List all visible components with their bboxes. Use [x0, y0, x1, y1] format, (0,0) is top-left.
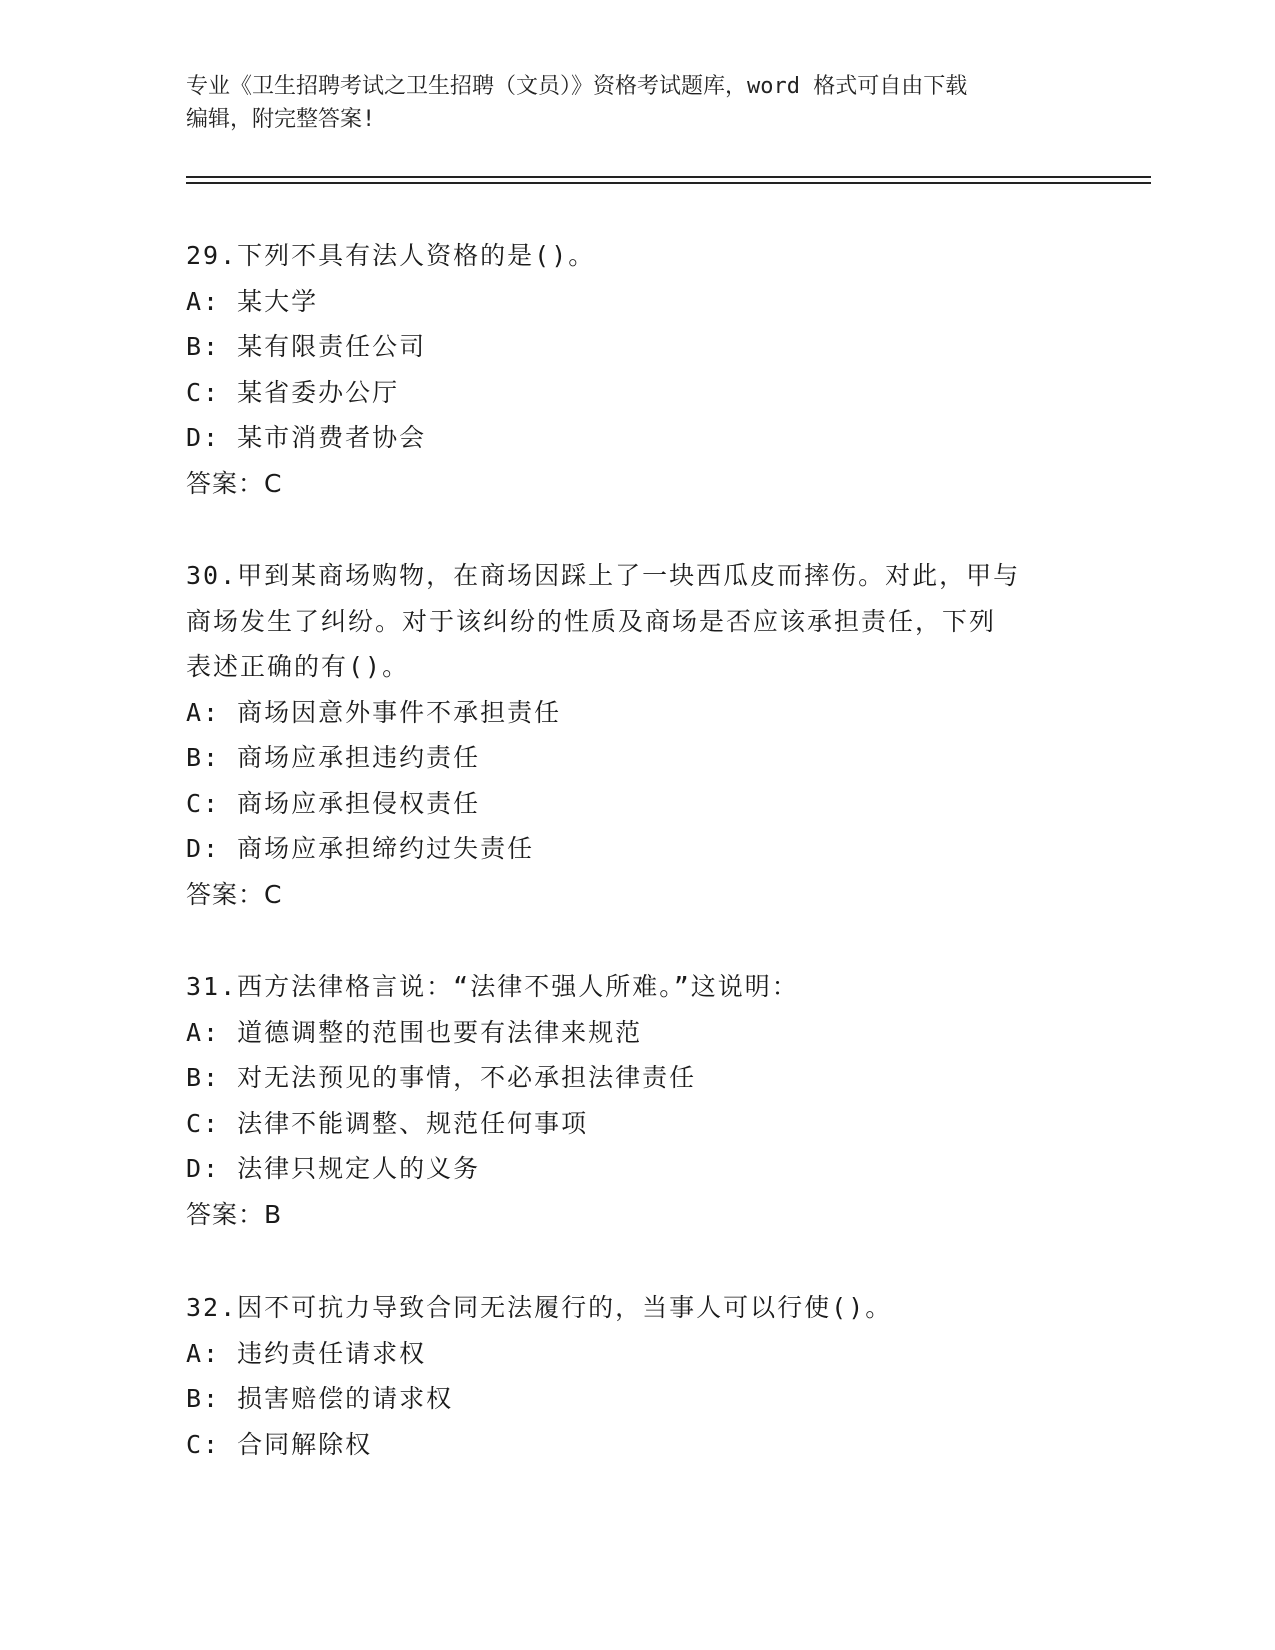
option-c: C: 合同解除权	[186, 1429, 373, 1459]
question-stem-line-1: 30.甲到某商场购物，在商场因踩上了一块西瓜皮而摔伤。对此，甲与	[186, 561, 1021, 590]
answer-line: 答案：C	[186, 468, 283, 498]
option-b: B: 对无法预见的事情，不必承担法律责任	[186, 1063, 697, 1092]
answer-line: 答案：C	[186, 879, 283, 909]
option-d: D: 某市消费者协会	[186, 423, 427, 452]
answer-line: 答案：B	[186, 1199, 283, 1229]
header-line-2: 编辑，附完整答案!	[186, 107, 376, 132]
option-a: A: 违约责任请求权	[186, 1338, 427, 1368]
question-31	[186, 964, 1086, 1237]
header-divider-bottom	[186, 182, 1151, 184]
option-a: A: 道德调整的范围也要有法律来规范	[186, 1017, 643, 1047]
question-29	[186, 233, 1086, 506]
option-a: A: 某大学	[186, 286, 319, 316]
question-stem-line-2: 商场发生了纠纷。对于该纠纷的性质及商场是否应该承担责任，下列	[186, 606, 997, 636]
header-divider-top	[186, 176, 1151, 178]
header-line-1: 专业《卫生招聘考试之卫生招聘（文员）》资格考试题库，word 格式可自由下载	[186, 74, 968, 99]
document-header	[186, 70, 1086, 136]
question-stem: 29.下列不具有法人资格的是()。	[186, 241, 596, 270]
option-c: C: 某省委办公厅	[186, 377, 400, 407]
option-b: B: 商场应承担违约责任	[186, 743, 481, 772]
question-stem: 32.因不可抗力导致合同无法履行的，当事人可以行使()。	[186, 1293, 893, 1322]
question-32	[186, 1285, 1086, 1467]
option-b: B: 某有限责任公司	[186, 332, 427, 361]
option-a: A: 商场因意外事件不承担责任	[186, 697, 562, 727]
option-c: C: 法律不能调整、规范任何事项	[186, 1108, 589, 1138]
option-c: C: 商场应承担侵权责任	[186, 788, 481, 818]
option-b: B: 损害赔偿的请求权	[186, 1384, 454, 1413]
question-stem-line-3: 表述正确的有()。	[186, 652, 410, 681]
option-d: D: 法律只规定人的义务	[186, 1154, 481, 1183]
question-30	[186, 553, 1086, 917]
option-d: D: 商场应承担缔约过失责任	[186, 834, 535, 863]
question-stem: 31.西方法律格言说：“法律不强人所难。”这说明：	[186, 972, 799, 1001]
